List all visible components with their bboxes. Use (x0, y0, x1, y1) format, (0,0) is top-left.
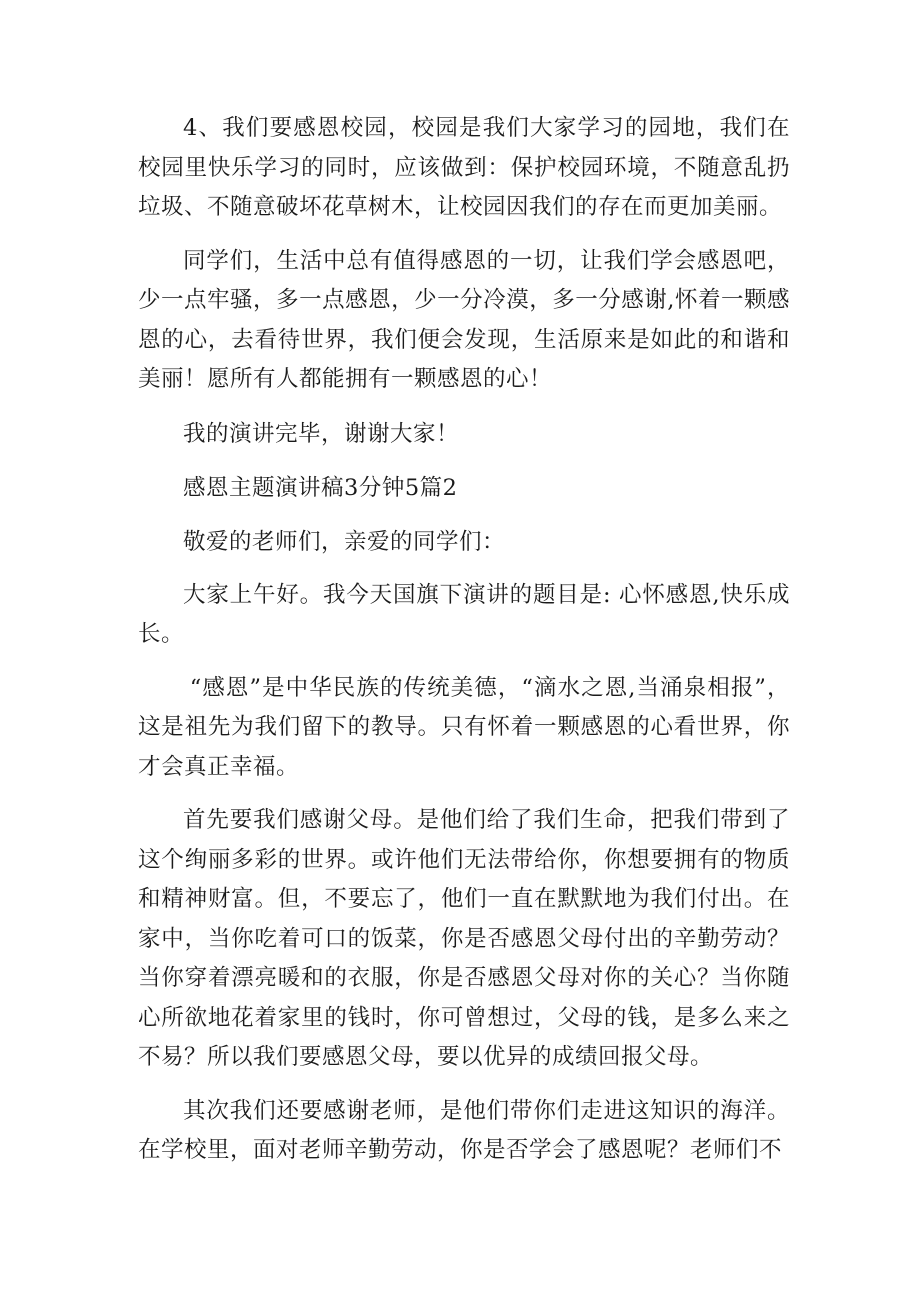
speech-title: 感恩主题演讲稿3分钟5篇2 (183, 474, 458, 501)
document-page (138, 109, 790, 1171)
paragraph-closing-call: 同学们，生活中总有值得感恩的一切，让我们学会感恩吧，少一点牢骚，多一点感恩，少一分冷漠，多一分感谢,怀着一颗感恩的心，去看待世界，我们便会发现，生活原来是如此的和谐和美丽！愿所有人都能拥有一颗感恩的心！ (138, 247, 790, 392)
paragraph-thank-teachers: 其次我们还要感谢老师，是他们带你们走进这知识的海洋。在学校里，面对老师辛勤劳动，你是否学会了感恩呢？老师们不 (138, 1097, 790, 1163)
salutation: 敬爱的老师们，亲爱的同学们： (183, 528, 506, 555)
paragraph-speech-end: 我的演讲完毕，谢谢大家！ (183, 420, 460, 447)
paragraph-thank-parents: 首先要我们感谢父母。是他们给了我们生命，把我们带到了这个绚丽多彩的世界。或许他们无法带给你，你想要拥有的物质和精神财富。但，不要忘了，他们一直在默默地为我们付出。在家中，当你吃着可口的饭菜，你是否感恩父母付出的辛勤劳动？当你穿着漂亮暖和的衣服，你是否感恩父母对你的关心？当你随心所欲地花着家里的钱时，你可曾想过，父母的钱，是多么来之不易？所以我们要感恩父母，要以优异的成绩回报父母。 (138, 807, 790, 1070)
paragraph-greeting: 大家上午好。我今天国旗下演讲的题目是: 心怀感恩,快乐成长。 (138, 581, 790, 647)
paragraph-campus: 4、我们要感恩校园，校园是我们大家学习的园地，我们在校园里快乐学习的同时，应该做到：保护校园环境，不随意乱扔垃圾、不随意破坏花草树木，让校园因我们的存在而更加美丽。 (138, 115, 790, 220)
paragraph-gratitude-virtue: “感恩”是中华民族的传统美德，“滴水之恩,当涌泉相报”，这是祖先为我们留下的教导。只有怀着一颗感恩的心看世界，你才会真正幸福。 (138, 674, 790, 780)
